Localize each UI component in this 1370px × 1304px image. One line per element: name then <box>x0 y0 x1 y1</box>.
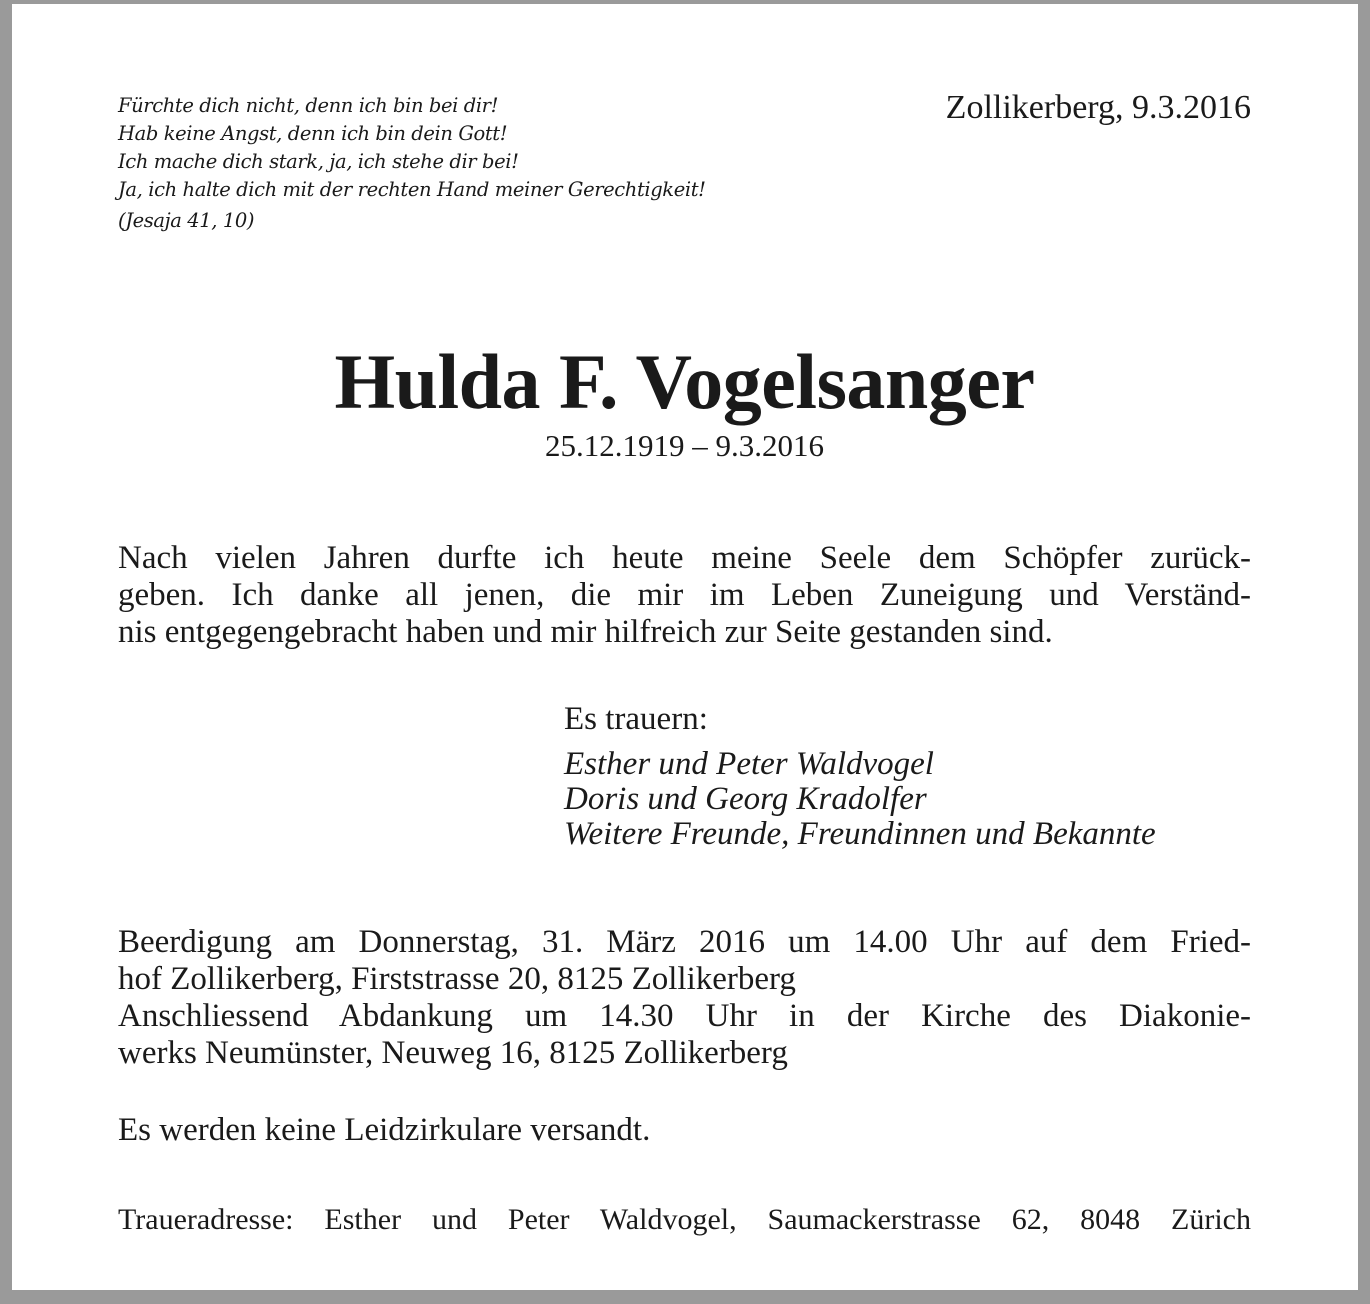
verse-line: Hab keine Angst, denn ich bin dein Gott! <box>118 122 508 145</box>
obituary-notice <box>118 0 1251 1304</box>
funeral-line: werks Neumünster, Neuweg 16, 8125 Zollikerberg <box>118 1035 788 1071</box>
message-line: geben. Ich danke all jenen, die mir im Leben Zuneigung und Verständ- <box>118 577 1251 613</box>
farewell-message <box>118 540 1251 651</box>
verse-line: Ja, ich halte dich mit der rechten Hand meiner Gerechtigkeit! <box>118 178 706 201</box>
verse-line: Fürchte dich nicht, denn ich bin bei dir! <box>118 94 499 117</box>
funeral-line: Beerdigung am Donnerstag, 31. März 2016 um 14.00 Uhr auf dem Fried- <box>118 924 1251 960</box>
mourners-label: Es trauern: <box>564 701 708 737</box>
verse-reference: (Jesaja 41, 10) <box>118 209 255 232</box>
life-dates: 25.12.1919 – 9.3.2016 <box>545 428 824 463</box>
no-circulars-notice <box>118 1112 1251 1149</box>
mourning-address: Traueradresse: Esther und Peter Waldvogel, Saumackerstrasse 62, 8048 Zürich <box>118 1203 1251 1236</box>
mourners-block <box>564 702 1156 852</box>
verse-line: Ich mache dich stark, ja, ich stehe dir bei! <box>118 150 519 173</box>
deceased-name: Hulda F. Vogelsanger <box>334 338 1035 425</box>
notice-line: Es werden keine Leidzirkulare versandt. <box>118 1112 651 1148</box>
mourner-name: Doris und Georg Kradolfer <box>564 781 927 817</box>
funeral-line: Anschliessend Abdankung um 14.30 Uhr in der Kirche des Diakonie- <box>118 998 1251 1034</box>
message-line: nis entgegengebracht haben und mir hilfreich zur Seite gestanden sind. <box>118 614 1053 650</box>
funeral-details <box>118 924 1251 1072</box>
place-and-date: Zollikerberg, 9.3.2016 <box>945 89 1251 126</box>
funeral-line: hof Zollikerberg, Firststrasse 20, 8125 Zollikerberg <box>118 961 796 997</box>
mourner-name: Weitere Freunde, Freundinnen und Bekannte <box>564 816 1156 852</box>
message-line: Nach vielen Jahren durfte ich heute meine Seele dem Schöpfer zurück- <box>118 540 1251 576</box>
bible-verse <box>118 92 878 235</box>
mourner-name: Esther und Peter Waldvogel <box>564 746 934 782</box>
